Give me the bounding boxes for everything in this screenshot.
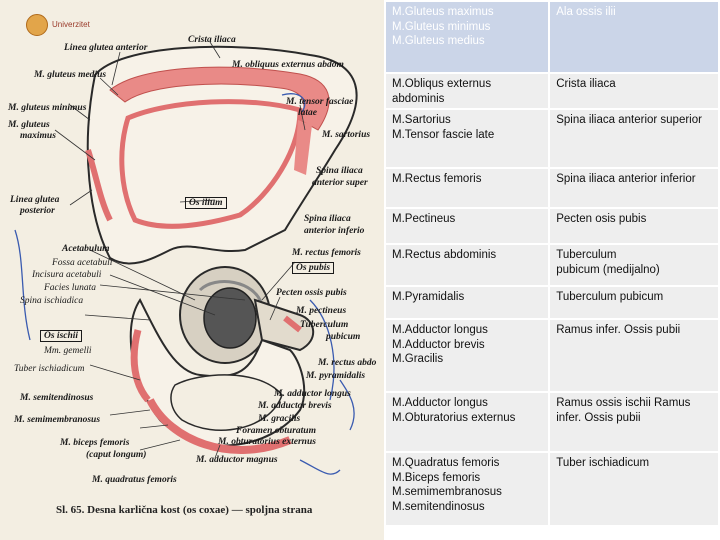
cell-line: Crista iliaca — [556, 78, 616, 90]
cell-line: M.Adductor longus — [392, 324, 488, 336]
cell-line: M.Tensor fascie late — [392, 128, 495, 141]
label-gluteus-minimus: M. gluteus minimus — [8, 103, 87, 113]
label-linea-glutea-anterior: Linea glutea anterior — [64, 43, 148, 53]
table-header-row — [386, 2, 718, 72]
label-os-ischii: Os ischii — [40, 330, 82, 342]
cell-line: M.Adductor longus — [392, 397, 488, 409]
label-incisura-acetabuli: Incisura acetabuli — [32, 270, 102, 280]
label-rectus-femoris: M. rectus femoris — [292, 248, 361, 258]
table-row — [386, 74, 718, 108]
cell-line: M.Gluteus maximus — [392, 6, 494, 18]
cell-line: Tuberculum pubicum — [556, 291, 664, 303]
cell-line: M.Biceps femoris — [392, 471, 481, 484]
label-sartorius: M. sartorius — [322, 130, 371, 140]
cell-line: M.Gluteus minimus — [392, 20, 491, 33]
fossa-acetabuli-shape — [204, 288, 256, 348]
table-row — [386, 169, 718, 207]
label-mm-gemelli: Mm. gemelli — [44, 346, 92, 356]
origin-cell — [550, 320, 718, 391]
cell-line: M.Obturatorius externus — [392, 411, 516, 424]
cell-line: M.semimembranosus — [392, 486, 502, 498]
muscle-origin-table — [384, 0, 720, 527]
cell-line: Spina iliaca anterior superior — [556, 114, 702, 126]
cell-line: pubicum (medijalno) — [556, 263, 660, 276]
origin-cell — [550, 393, 718, 451]
cell-line: abdominis — [392, 92, 445, 105]
label-semimembranosus: M. semimembranosus — [14, 415, 101, 425]
cell-line: M.Adductor brevis — [392, 338, 485, 351]
label-gluteus-maximus-2: maximus — [20, 131, 56, 141]
cell-line: M.Rectus abdominis — [392, 249, 497, 261]
cell-line: M.Rectus femoris — [392, 173, 482, 185]
label-tuberculum-pubicum-2: pubicum — [326, 332, 361, 342]
label-tensor-1: M. tensor fasciae — [286, 97, 354, 107]
figure-caption: Sl. 65. Desna karlična kost (os coxae) — spoljna strana — [56, 504, 313, 516]
label-tensor-2: latae — [298, 108, 317, 118]
cell-line: infer. Ossis pubii — [556, 411, 641, 424]
table-row — [386, 245, 718, 285]
label-crista-iliaca: Crista iliaca — [188, 35, 236, 45]
origin-cell — [550, 110, 718, 167]
label-biceps-2: (caput longum) — [86, 450, 147, 460]
label-pyramidalis: M. pyramidalis — [306, 371, 366, 381]
cell-line: Pecten osis pubis — [556, 213, 647, 225]
table-row — [386, 110, 718, 167]
table-row — [386, 287, 718, 318]
muscle-cell — [386, 393, 548, 451]
cell-line: Spina iliaca anterior inferior — [556, 173, 696, 185]
table-row — [386, 209, 718, 243]
logo-text: Univerzitet — [52, 20, 90, 29]
label-facies-lunata: Facies lunata — [44, 283, 96, 293]
label-os-pubis: Os pubis — [292, 262, 334, 274]
cell-line: M.Gracilis — [392, 353, 444, 365]
label-gluteus-maximus-1: M. gluteus — [8, 120, 50, 130]
muscle-cell — [386, 245, 548, 285]
label-rectus-abdominis: M. rectus abdo — [318, 358, 377, 368]
label-linea-glutea-posterior-2: posterior — [20, 206, 55, 216]
label-spina-inf-2: anterior inferio — [304, 226, 365, 236]
label-adductor-longus: M. adductor longus — [274, 389, 351, 399]
cell-line: Tuberculum — [556, 249, 617, 261]
label-gracilis: M. gracilis — [258, 414, 301, 424]
label-gluteus-medius: M. gluteus medius — [34, 70, 107, 80]
cell-line: M.Pectineus — [392, 213, 456, 225]
cell-line: Tuber ischiadicum — [556, 457, 650, 469]
cell-line: M.Pyramidalis — [392, 291, 465, 303]
label-quadratus-femoris: M. quadratus femoris — [92, 475, 177, 485]
origin-cell — [550, 287, 718, 318]
label-pectineus: M. pectineus — [296, 306, 347, 316]
muscle-cell — [386, 209, 548, 243]
muscle-cell — [386, 453, 548, 525]
label-obturatorius-externus: M. obturatorius externus — [218, 437, 316, 447]
label-fossa-acetabuli: Fossa acetabuli — [52, 258, 113, 268]
cell-line: Ramus infer. Ossis pubii — [556, 324, 681, 336]
origin-cell — [550, 169, 718, 207]
cell-line: M.Obliqus externus — [392, 78, 492, 90]
label-obliquus-externus: M. obliquus externus abdom — [232, 60, 344, 70]
header-muscles-cell — [386, 2, 548, 72]
muscle-cell — [386, 320, 548, 391]
label-pecten-ossis-pubis: Pecten ossis pubis — [276, 288, 347, 298]
table-row — [386, 393, 718, 451]
university-logo — [26, 14, 48, 36]
origin-cell — [550, 245, 718, 285]
label-acetabulum: Acetabulum — [62, 244, 110, 254]
cell-line: M.Quadratus femoris — [392, 457, 500, 469]
label-linea-glutea-posterior-1: Linea glutea — [10, 195, 60, 205]
label-spina-sup-2: anterior super — [312, 178, 368, 188]
label-tuberculum-pubicum-1: Tuberculum — [300, 320, 349, 330]
cell-line: M.semitendinosus — [392, 500, 485, 513]
origin-cell — [550, 209, 718, 243]
label-foramen-obturatum: Foramen obturatum — [236, 426, 316, 436]
muscle-cell — [386, 110, 548, 167]
origin-cell — [550, 74, 718, 108]
label-adductor-magnus: M. adductor magnus — [196, 455, 278, 465]
header-origin-cell — [550, 2, 718, 72]
cell-line: M.Gluteus medius — [392, 35, 485, 47]
muscle-cell — [386, 169, 548, 207]
origin-cell — [550, 453, 718, 525]
cell-line: Ramus ossis ischii Ramus — [556, 397, 691, 409]
cell-line: Ala ossis ilii — [556, 6, 616, 18]
label-biceps-1: M. biceps femoris — [60, 438, 130, 448]
label-tuber-ischiadicum: Tuber ischiadicum — [14, 364, 85, 374]
label-spina-inf-1: Spina iliaca — [304, 214, 351, 224]
muscle-cell — [386, 74, 548, 108]
label-adductor-brevis: M. adductor brevis — [258, 401, 332, 411]
table-row — [386, 320, 718, 391]
label-os-ilium: Os ilium — [185, 197, 227, 209]
label-spina-ischiadica: Spina ischiadica — [20, 296, 84, 306]
label-spina-sup-1: Spina iliaca — [316, 166, 363, 176]
muscle-cell — [386, 287, 548, 318]
cell-line: M.Sartorius — [392, 114, 451, 126]
label-semitendinosus: M. semitendinosus — [20, 393, 94, 403]
table-row — [386, 453, 718, 525]
